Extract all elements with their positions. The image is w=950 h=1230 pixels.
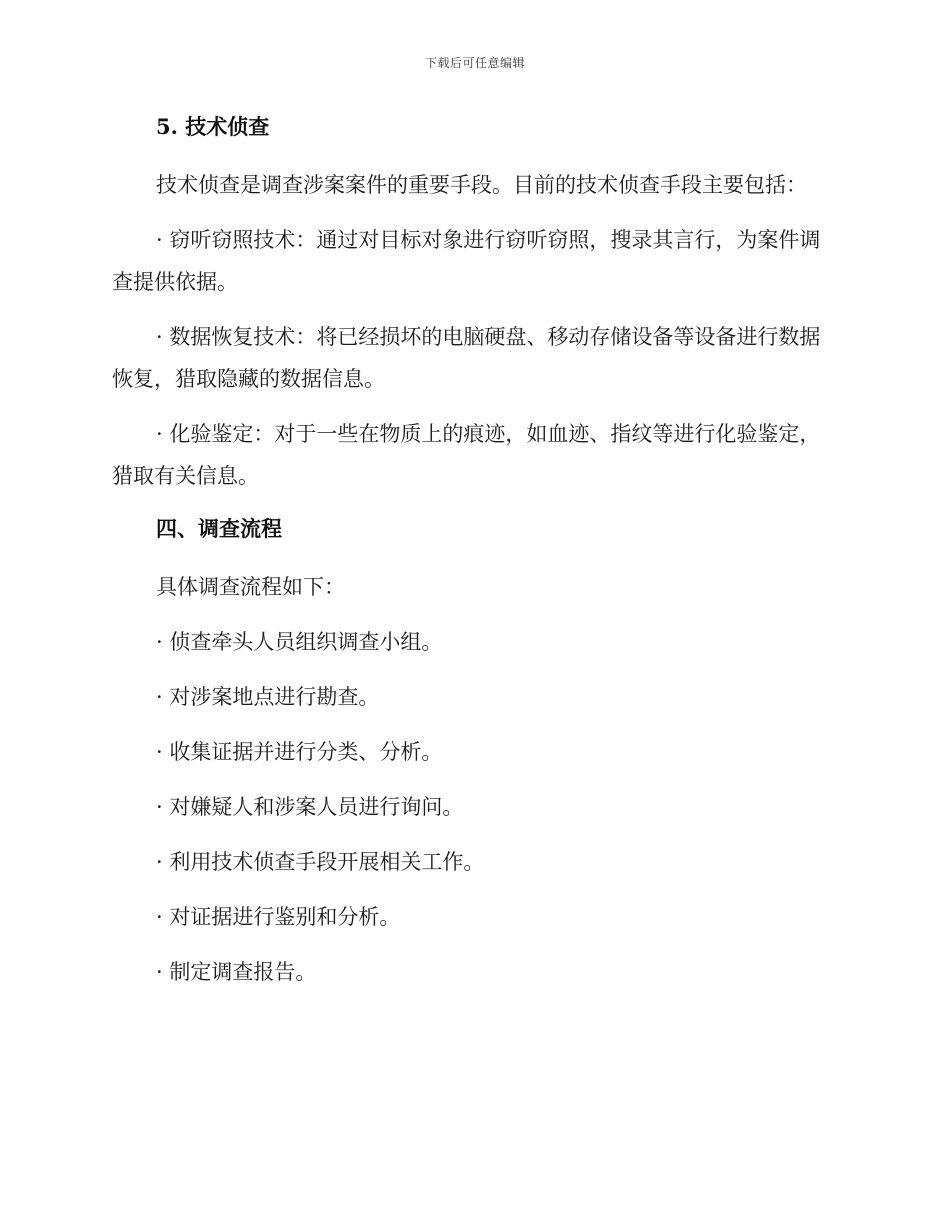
tech-intro-paragraph: 技术侦查是调查涉案案件的重要手段。目前的技术侦查手段主要包括： — [156, 173, 807, 197]
process-step-item: · 利用技术侦查手段开展相关工作。 — [156, 850, 485, 874]
process-intro-paragraph: 具体调查流程如下： — [156, 575, 345, 599]
tech-item-wiretap: · 窃听窃照技术：通过对目标对象进行窃听窃照，搜录其言行，为案件调查提供依据。 — [112, 228, 821, 294]
tech-item-lab-analysis: · 化验鉴定：对于一些在物质上的痕迹，如血迹、指纹等进行化验鉴定，猎取有关信息。 — [112, 422, 821, 488]
section-heading-tech: 5. 技术侦查 — [156, 114, 270, 139]
page-content — [112, 108, 824, 1006]
process-step-item: · 侦查牵头人员组织调查小组。 — [156, 630, 443, 654]
section-heading-process: 四、调查流程 — [156, 516, 282, 541]
process-step-item: · 对嫌疑人和涉案人员进行询问。 — [156, 795, 464, 819]
process-step-item: · 对证据进行鉴别和分析。 — [156, 905, 401, 929]
process-step-item: · 对涉案地点进行勘查。 — [156, 685, 380, 709]
process-step-item: · 制定调查报告。 — [156, 960, 317, 984]
tech-item-data-recovery: · 数据恢复技术：将已经损坏的电脑硬盘、移动存储设备等设备进行数据恢复，猎取隐藏的数据信息。 — [112, 325, 821, 391]
process-step-item: · 收集证据并进行分类、分析。 — [156, 740, 443, 764]
page-header: 下载后可任意编辑 — [424, 56, 525, 70]
